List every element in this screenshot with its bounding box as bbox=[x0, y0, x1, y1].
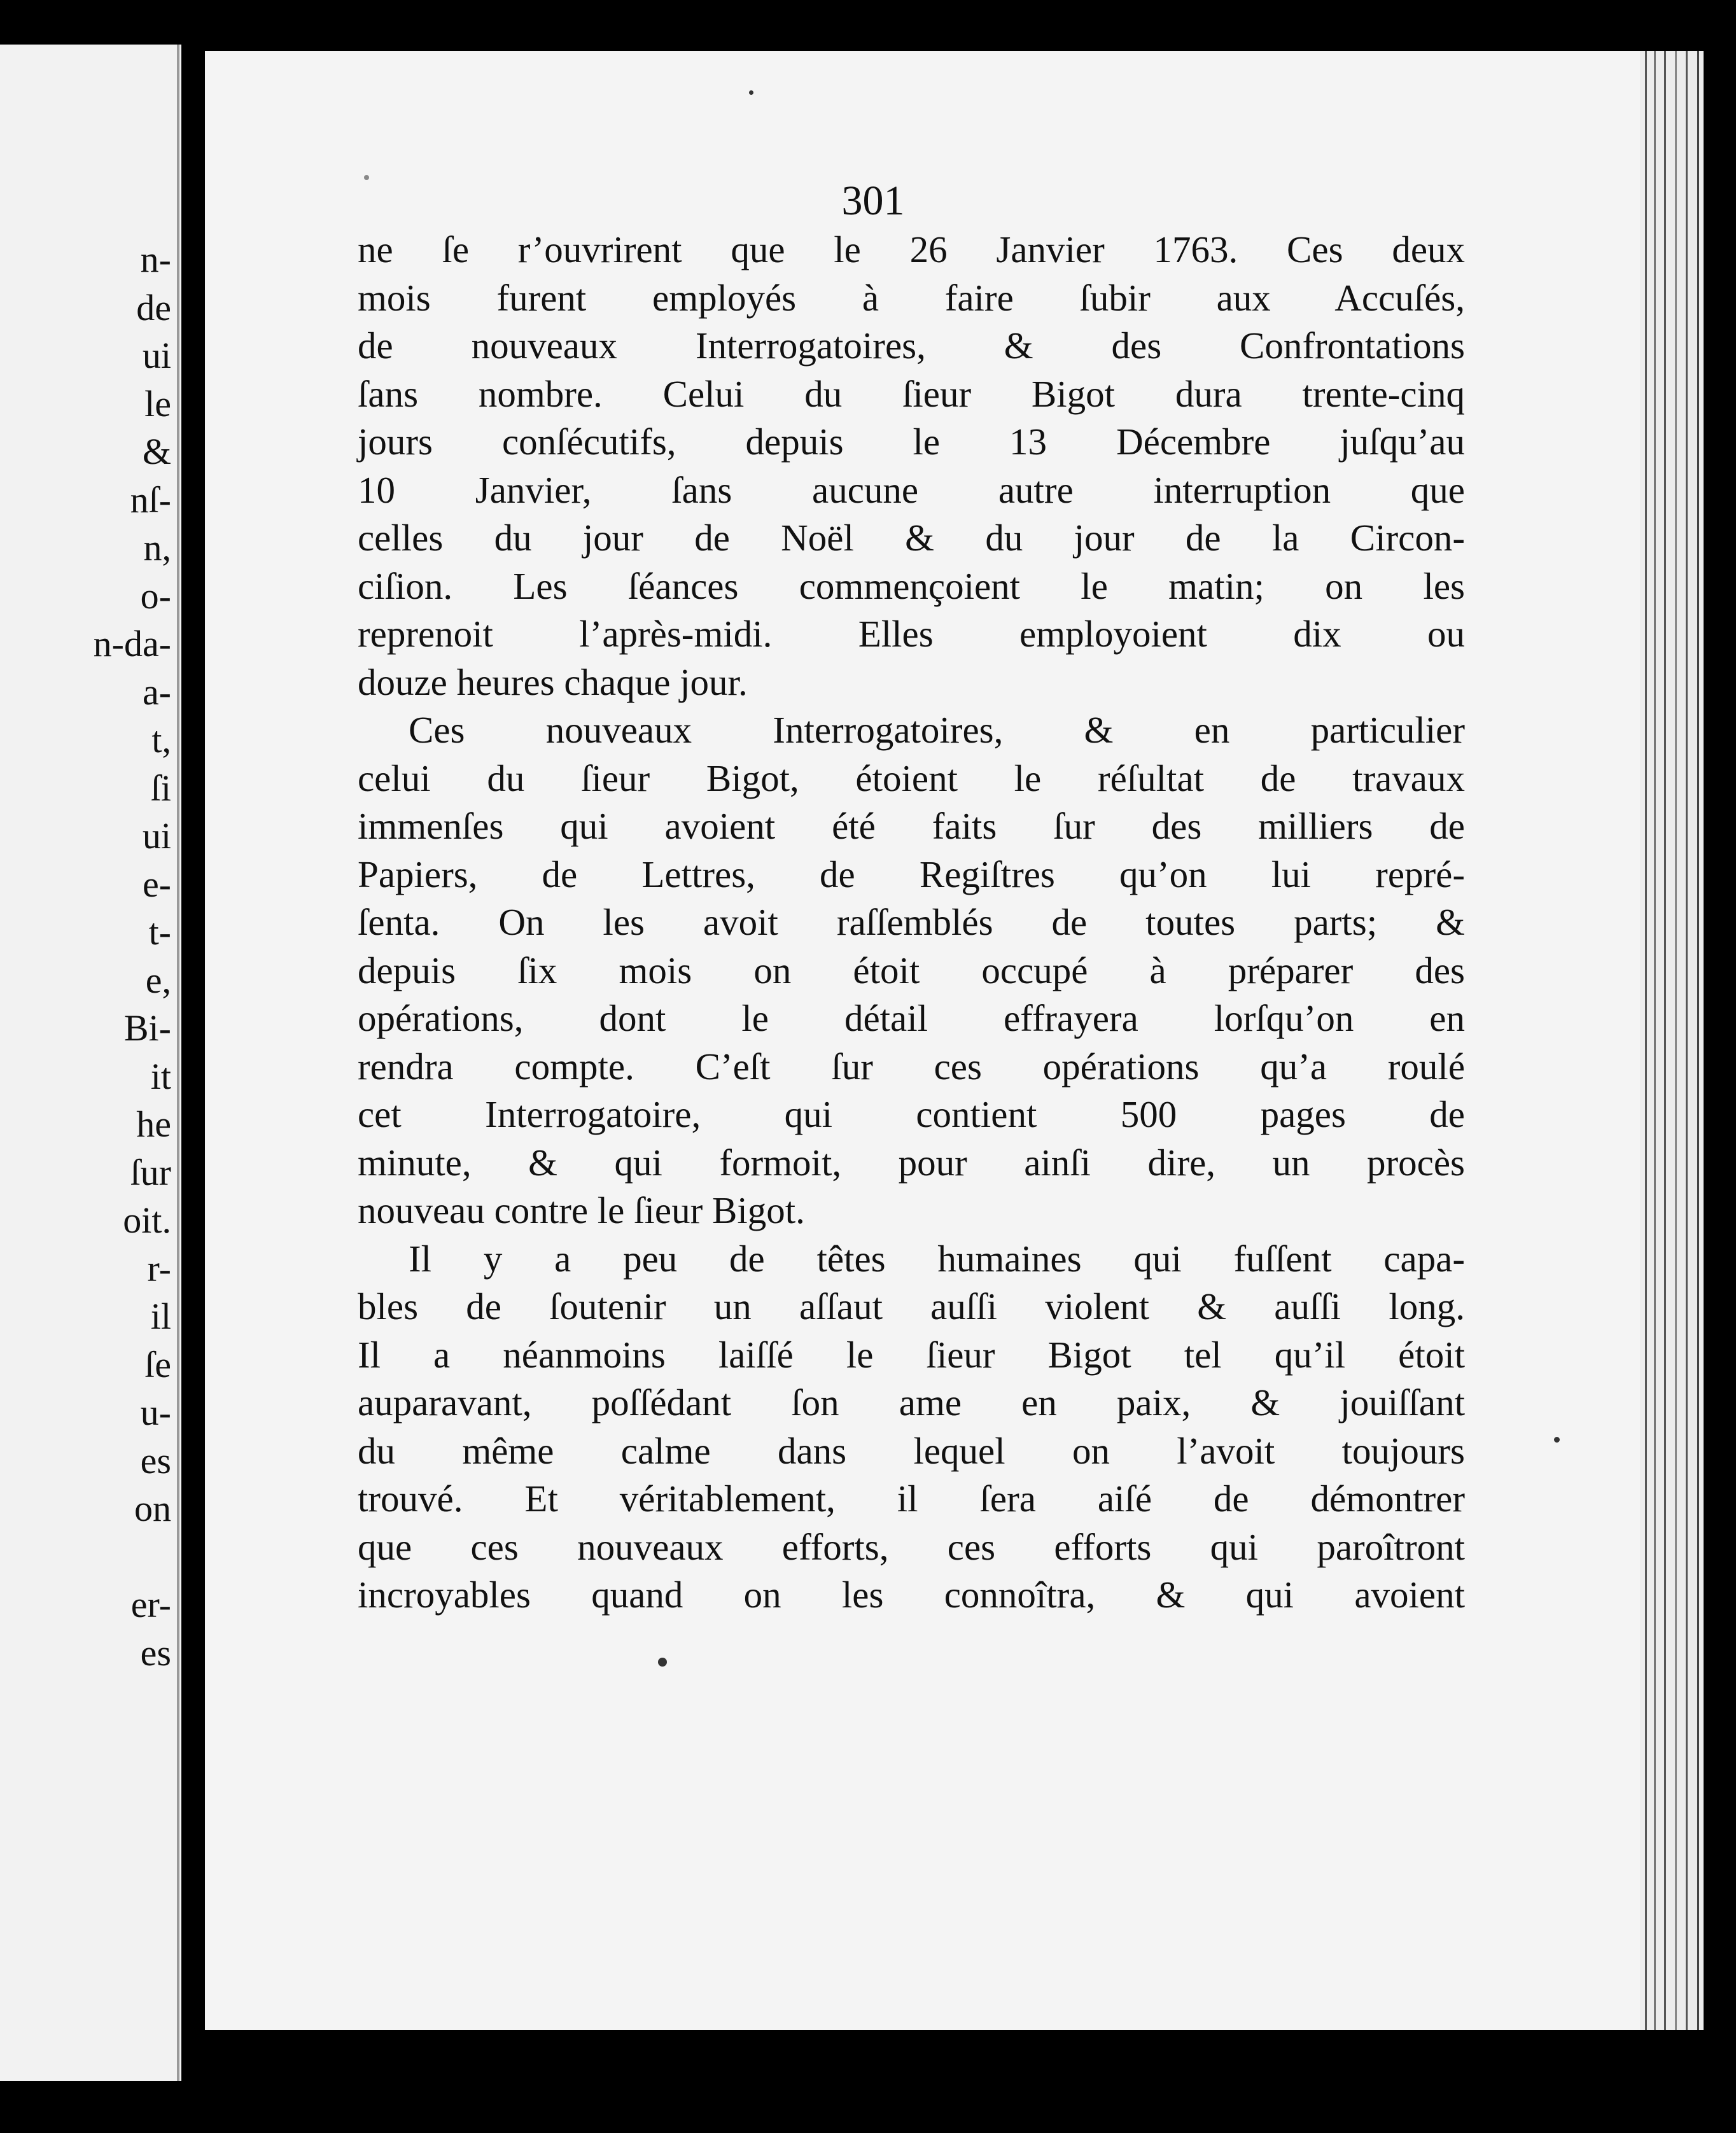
left-fragment: nſ- bbox=[130, 479, 171, 521]
text-line: ſenta. On les avoit raſſemblés de toutes parts; & bbox=[358, 901, 1465, 943]
left-fragment: t- bbox=[148, 911, 171, 953]
page-stack-line bbox=[1675, 51, 1677, 2030]
ink-speck bbox=[658, 1658, 667, 1667]
body-text bbox=[358, 226, 1465, 1619]
left-fragment: e, bbox=[145, 959, 171, 1001]
left-fragment: oit. bbox=[123, 1199, 171, 1241]
left-fragment: t, bbox=[151, 719, 171, 760]
text-line: Il a néanmoins laiſſé le ſieur Bigot tel qu’il étoit bbox=[358, 1333, 1465, 1376]
book-gutter bbox=[181, 45, 207, 2081]
left-fragment: il bbox=[150, 1296, 171, 1337]
text-line: trouvé. Et véritablement, il ſera aiſé de démontrer bbox=[358, 1478, 1465, 1520]
left-fragment: it bbox=[150, 1055, 171, 1097]
ink-speck bbox=[749, 90, 753, 95]
text-line: celles du jour de Noël & du jour de la Circon- bbox=[358, 517, 1465, 559]
left-fragment: & bbox=[142, 431, 171, 472]
text-line: 10 Janvier, ſans aucune autre interruption que bbox=[358, 468, 1465, 511]
ink-speck bbox=[364, 175, 369, 180]
left-fragment: ui bbox=[142, 815, 171, 857]
scan-right-border bbox=[1704, 0, 1736, 2133]
left-fragment: de bbox=[136, 286, 171, 328]
left-fragment: n-da- bbox=[93, 623, 171, 664]
text-line: ciſion. Les ſéances commençoient le matin; on les bbox=[358, 564, 1465, 607]
text-line: Papiers, de Lettres, de Regiſtres qu’on lui repré- bbox=[358, 853, 1465, 895]
text-line: ne ſe r’ouvrirent que le 26 Janvier 1763. Ces deux bbox=[358, 228, 1465, 270]
text-line: mois furent employés à faire ſubir aux Accuſés, bbox=[358, 276, 1465, 319]
text-line: depuis ſix mois on étoit occupé à préparer des bbox=[358, 949, 1465, 991]
ink-speck bbox=[1554, 1437, 1560, 1443]
left-fragment: ſur bbox=[130, 1151, 171, 1193]
left-fragment: r- bbox=[147, 1247, 171, 1289]
scan-top-border bbox=[0, 0, 1736, 45]
left-fragment: er- bbox=[130, 1584, 171, 1625]
text-line: immenſes qui avoient été faits ſur des milliers de bbox=[358, 805, 1465, 847]
text-line: bles de ſoutenir un aſſaut auſſi violent & auſſi long. bbox=[358, 1285, 1465, 1327]
left-fragment: le bbox=[144, 382, 171, 424]
left-fragment: ſe bbox=[144, 1343, 171, 1385]
left-fragment: es bbox=[140, 1632, 171, 1674]
text-line: opérations, dont le détail effrayera lorſqu’on en bbox=[358, 997, 1465, 1039]
text-line: nouveau contre le ſieur Bigot. bbox=[358, 1189, 805, 1231]
page-stack-line bbox=[1645, 51, 1647, 2030]
left-fragment: n- bbox=[140, 239, 171, 280]
page-stack-line bbox=[1697, 51, 1699, 2030]
text-line: ſans nombre. Celui du ſieur Bigot dura trente-cinq bbox=[358, 372, 1465, 415]
left-fragment: Bi- bbox=[123, 1007, 171, 1049]
page-number: 301 bbox=[841, 178, 905, 224]
text-line: Il y a peu de têtes humaines qui fuſſent capa- bbox=[409, 1237, 1465, 1280]
text-line: douze heures chaque jour. bbox=[358, 661, 748, 703]
text-line: celui du ſieur Bigot, étoient le réſultat de travaux bbox=[358, 757, 1465, 799]
right-page bbox=[205, 51, 1640, 2030]
text-line: minute, & qui formoit, pour ainſi dire, un procès bbox=[358, 1141, 1465, 1184]
text-line: du même calme dans lequel on l’avoit toujours bbox=[358, 1429, 1465, 1472]
left-fragment: e- bbox=[142, 863, 171, 905]
text-line: que ces nouveaux efforts, ces efforts qui paroîtront bbox=[358, 1525, 1465, 1568]
left-fragment: he bbox=[136, 1103, 171, 1145]
left-page-edge bbox=[177, 45, 179, 2081]
left-fragment: n, bbox=[143, 527, 171, 568]
text-line: cet Interrogatoire, qui contient 500 pages de bbox=[358, 1093, 1465, 1135]
text-line: rendra compte. C’eſt ſur ces opérations qu’a roulé bbox=[358, 1045, 1465, 1087]
text-line: Ces nouveaux Interrogatoires, & en particulier bbox=[409, 709, 1465, 751]
text-line: de nouveaux Interrogatoires, & des Confrontations bbox=[358, 325, 1465, 367]
left-fragment: on bbox=[134, 1488, 171, 1529]
left-fragment: es bbox=[140, 1439, 171, 1481]
left-fragment bbox=[0, 1533, 175, 1581]
page-stack-edge bbox=[1640, 51, 1704, 2030]
scan-bottom-border bbox=[205, 2030, 1736, 2133]
page-stack-line bbox=[1654, 51, 1656, 2030]
text-line: auparavant, poſſédant ſon ame en paix, & jouiſſant bbox=[358, 1381, 1465, 1423]
text-line: reprenoit l’après-midi. Elles employoient dix ou bbox=[358, 613, 1465, 655]
left-fragment: a- bbox=[142, 671, 171, 713]
page-stack-line bbox=[1664, 51, 1666, 2030]
left-page-text-fragments bbox=[0, 235, 175, 1677]
left-fragment: u- bbox=[140, 1392, 171, 1433]
left-fragment: ui bbox=[142, 335, 171, 376]
text-line: jours conſécutifs, depuis le 13 Décembre juſqu’au bbox=[358, 421, 1465, 463]
left-fragment: ſi bbox=[150, 767, 171, 809]
left-fragment: o- bbox=[140, 575, 171, 617]
text-line: incroyables quand on les connoîtra, & qui avoient bbox=[358, 1574, 1465, 1616]
page-stack-line bbox=[1686, 51, 1688, 2030]
left-facing-page bbox=[0, 45, 181, 2081]
